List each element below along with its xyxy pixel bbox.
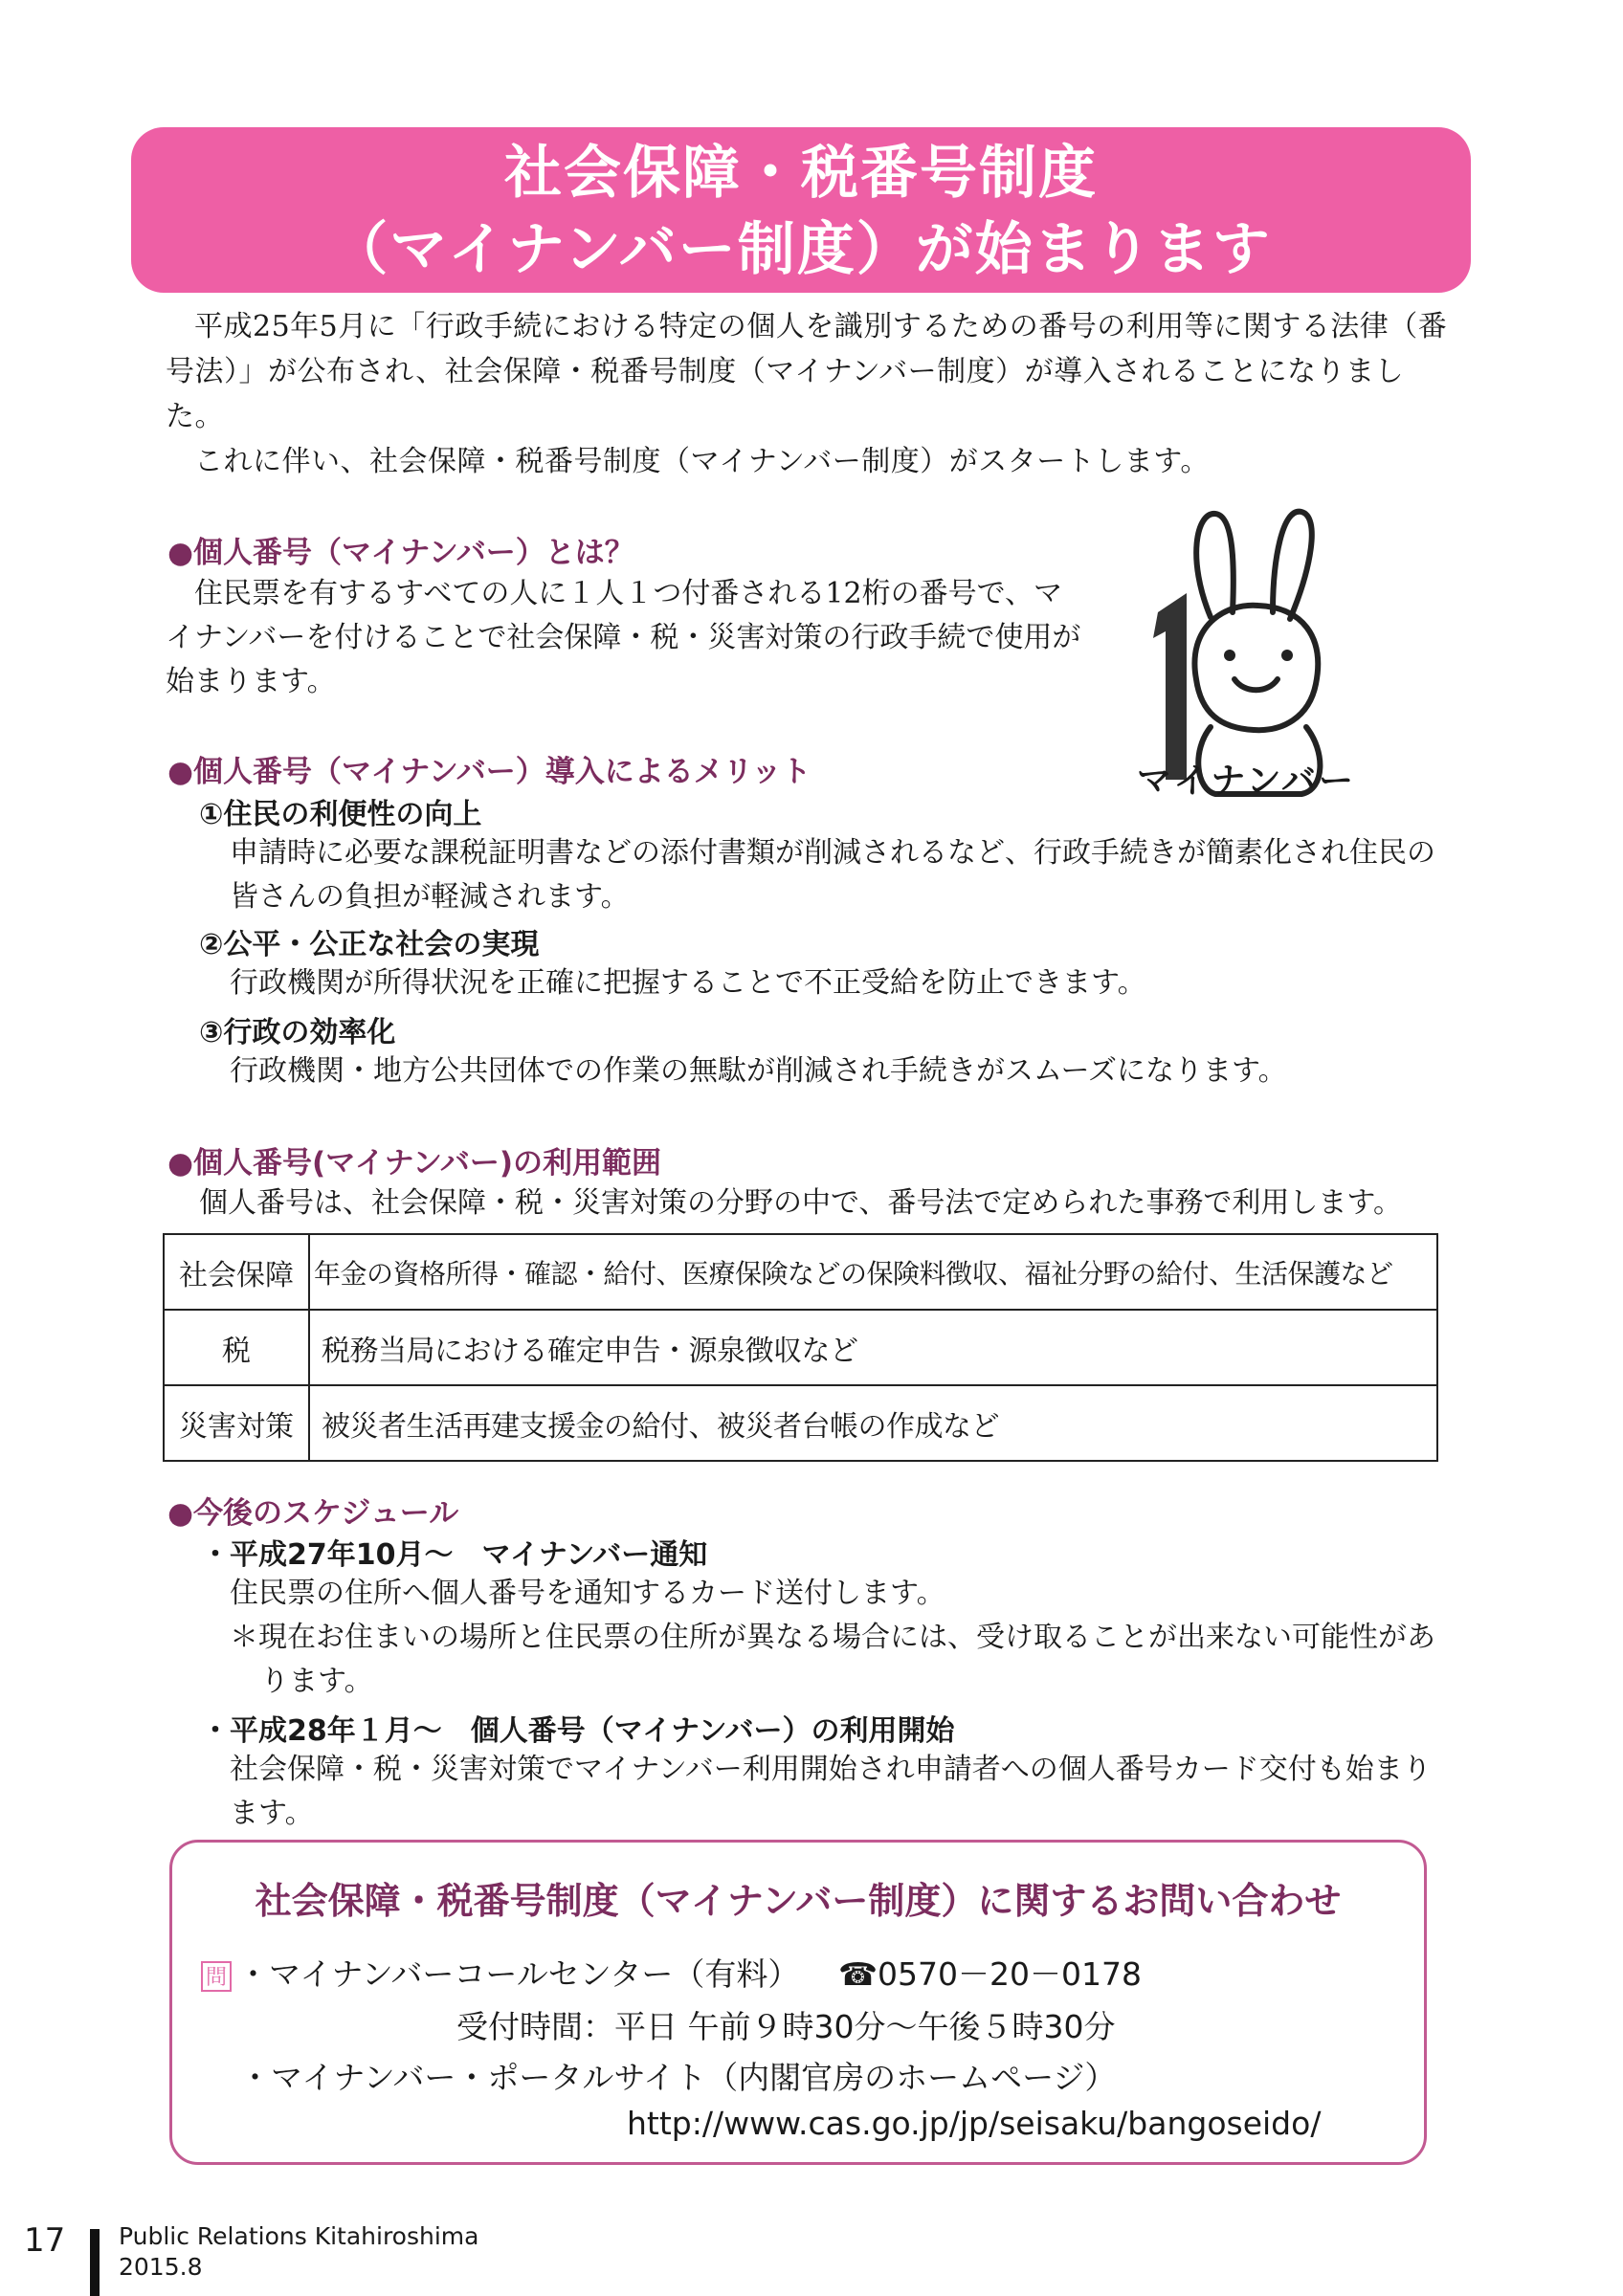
contact-title: 社会保障・税番号制度（マイナンバー制度）に関するお問い合わせ (255, 1880, 1342, 1922)
call-center-hours: 受付時間：平日 午前９時30分～午後５時30分 (456, 2008, 1116, 2045)
section-heading-merits: ●個人番号（マイナンバー）導入によるメリット (167, 755, 812, 789)
footer-publication (119, 2221, 478, 2283)
section-body-scope: 個人番号は、社会保障・税・災害対策の分野の中で、番号法で定められた事務で利用します。 (199, 1186, 1402, 1220)
schedule-title-1: ・平成27年10月～ マイナンバー通知 (201, 1538, 708, 1572)
intro-text (166, 304, 1448, 484)
schedule-body-1: 住民票の住所へ個人番号を通知するカード送付します。 (230, 1577, 945, 1610)
intro-paragraph-1: 平成25年5月に「行政手続における特定の個人を識別するための番号の利用等に関する法律（番号法）」が公布され、社会保障・税番号制度（マイナンバー制度）が導入されることになりました。 (166, 310, 1448, 433)
table-row (164, 1385, 1437, 1461)
intro-paragraph-2: これに伴い、社会保障・税番号制度（マイナンバー制度）がスタートします。 (194, 445, 1210, 478)
table-cell-category: 災害対策 (164, 1385, 309, 1461)
footer-divider (90, 2229, 100, 2296)
table-cell-description: 被災者生活再建支援金の給付、被災者台帳の作成など (309, 1385, 1437, 1461)
usage-scope-table (163, 1233, 1438, 1462)
table-cell-description: 税務当局における確定申告・源泉徴収など (309, 1310, 1437, 1385)
section-heading-schedule: ●今後のスケジュール (167, 1496, 459, 1531)
merit-body-2: 行政機関が所得状況を正確に把握することで不正受給を防止できます。 (230, 966, 1146, 1000)
portal-site-label: ・マイナンバー・ポータルサイト（内閣官房のホームページ） (239, 2059, 1117, 2096)
table-cell-category: 社会保障 (164, 1234, 309, 1310)
publication-name: Public Relations Kitahiroshima (119, 2222, 479, 2250)
merit-title-1: ①住民の利便性の向上 (199, 798, 482, 831)
title-line-1: 社会保障・税番号制度 (504, 140, 1098, 207)
merit-body-1: 申請時に必要な課税証明書などの添付書類が削減されるなど、行政手続きが簡素化され住民の皆さんの負担が軽減されます。 (230, 836, 1435, 914)
table-cell-category: 税 (164, 1310, 309, 1385)
section-body-what-is: 住民票を有するすべての人に１人１つ付番される12桁の番号で、マイナンバーを付けることで社会保障・税・災害対策の行政手続で使用が始まります。 (166, 577, 1081, 698)
contact-call-center-line (201, 1950, 1142, 1995)
page-number: 17 (24, 2221, 66, 2260)
portal-site-url[interactable]: http://www.cas.go.jp/jp/seisaku/bangoseido/ (627, 2105, 1322, 2142)
merit-title-2: ②公平・公正な社会の実現 (199, 928, 540, 961)
table-row (164, 1234, 1437, 1310)
call-center-phone: ☎0570－20－0178 (837, 1955, 1142, 1993)
schedule-body-2: 社会保障・税・災害対策でマイナンバー利用開始され申請者への個人番号カード交付も始まります。 (230, 1753, 1432, 1830)
title-line-2: （マイナンバー制度）が始まります (330, 216, 1272, 283)
merit-body-3: 行政機関・地方公共団体での作業の無駄が削減され手続きがスムーズになります。 (230, 1054, 1287, 1088)
table-row (164, 1310, 1437, 1385)
call-center-label: ・マイナンバーコールセンター（有料） (237, 1955, 800, 1993)
mascot-label: マイナンバー (1137, 762, 1356, 801)
inquiry-icon: 問 (201, 1961, 232, 1992)
contact-box (169, 1840, 1427, 2165)
section-heading-scope: ●個人番号(マイナンバー)の利用範囲 (167, 1146, 662, 1181)
publication-issue: 2015.8 (119, 2253, 203, 2281)
merit-title-3: ③行政の効率化 (199, 1016, 396, 1049)
table-cell-description: 年金の資格所得・確認・給付、医療保険などの保険料徴収、福祉分野の給付、生活保護など (309, 1234, 1437, 1310)
section-heading-what-is: ●個人番号（マイナンバー）とは？ (167, 536, 634, 570)
title-banner (131, 127, 1471, 293)
schedule-note-1: ＊現在お住まいの場所と住民票の住所が異なる場合には、受け取ることが出来ない可能性があります。 (230, 1621, 1435, 1698)
schedule-title-2: ・平成28年１月～ 個人番号（マイナンバー）の利用開始 (201, 1714, 955, 1748)
